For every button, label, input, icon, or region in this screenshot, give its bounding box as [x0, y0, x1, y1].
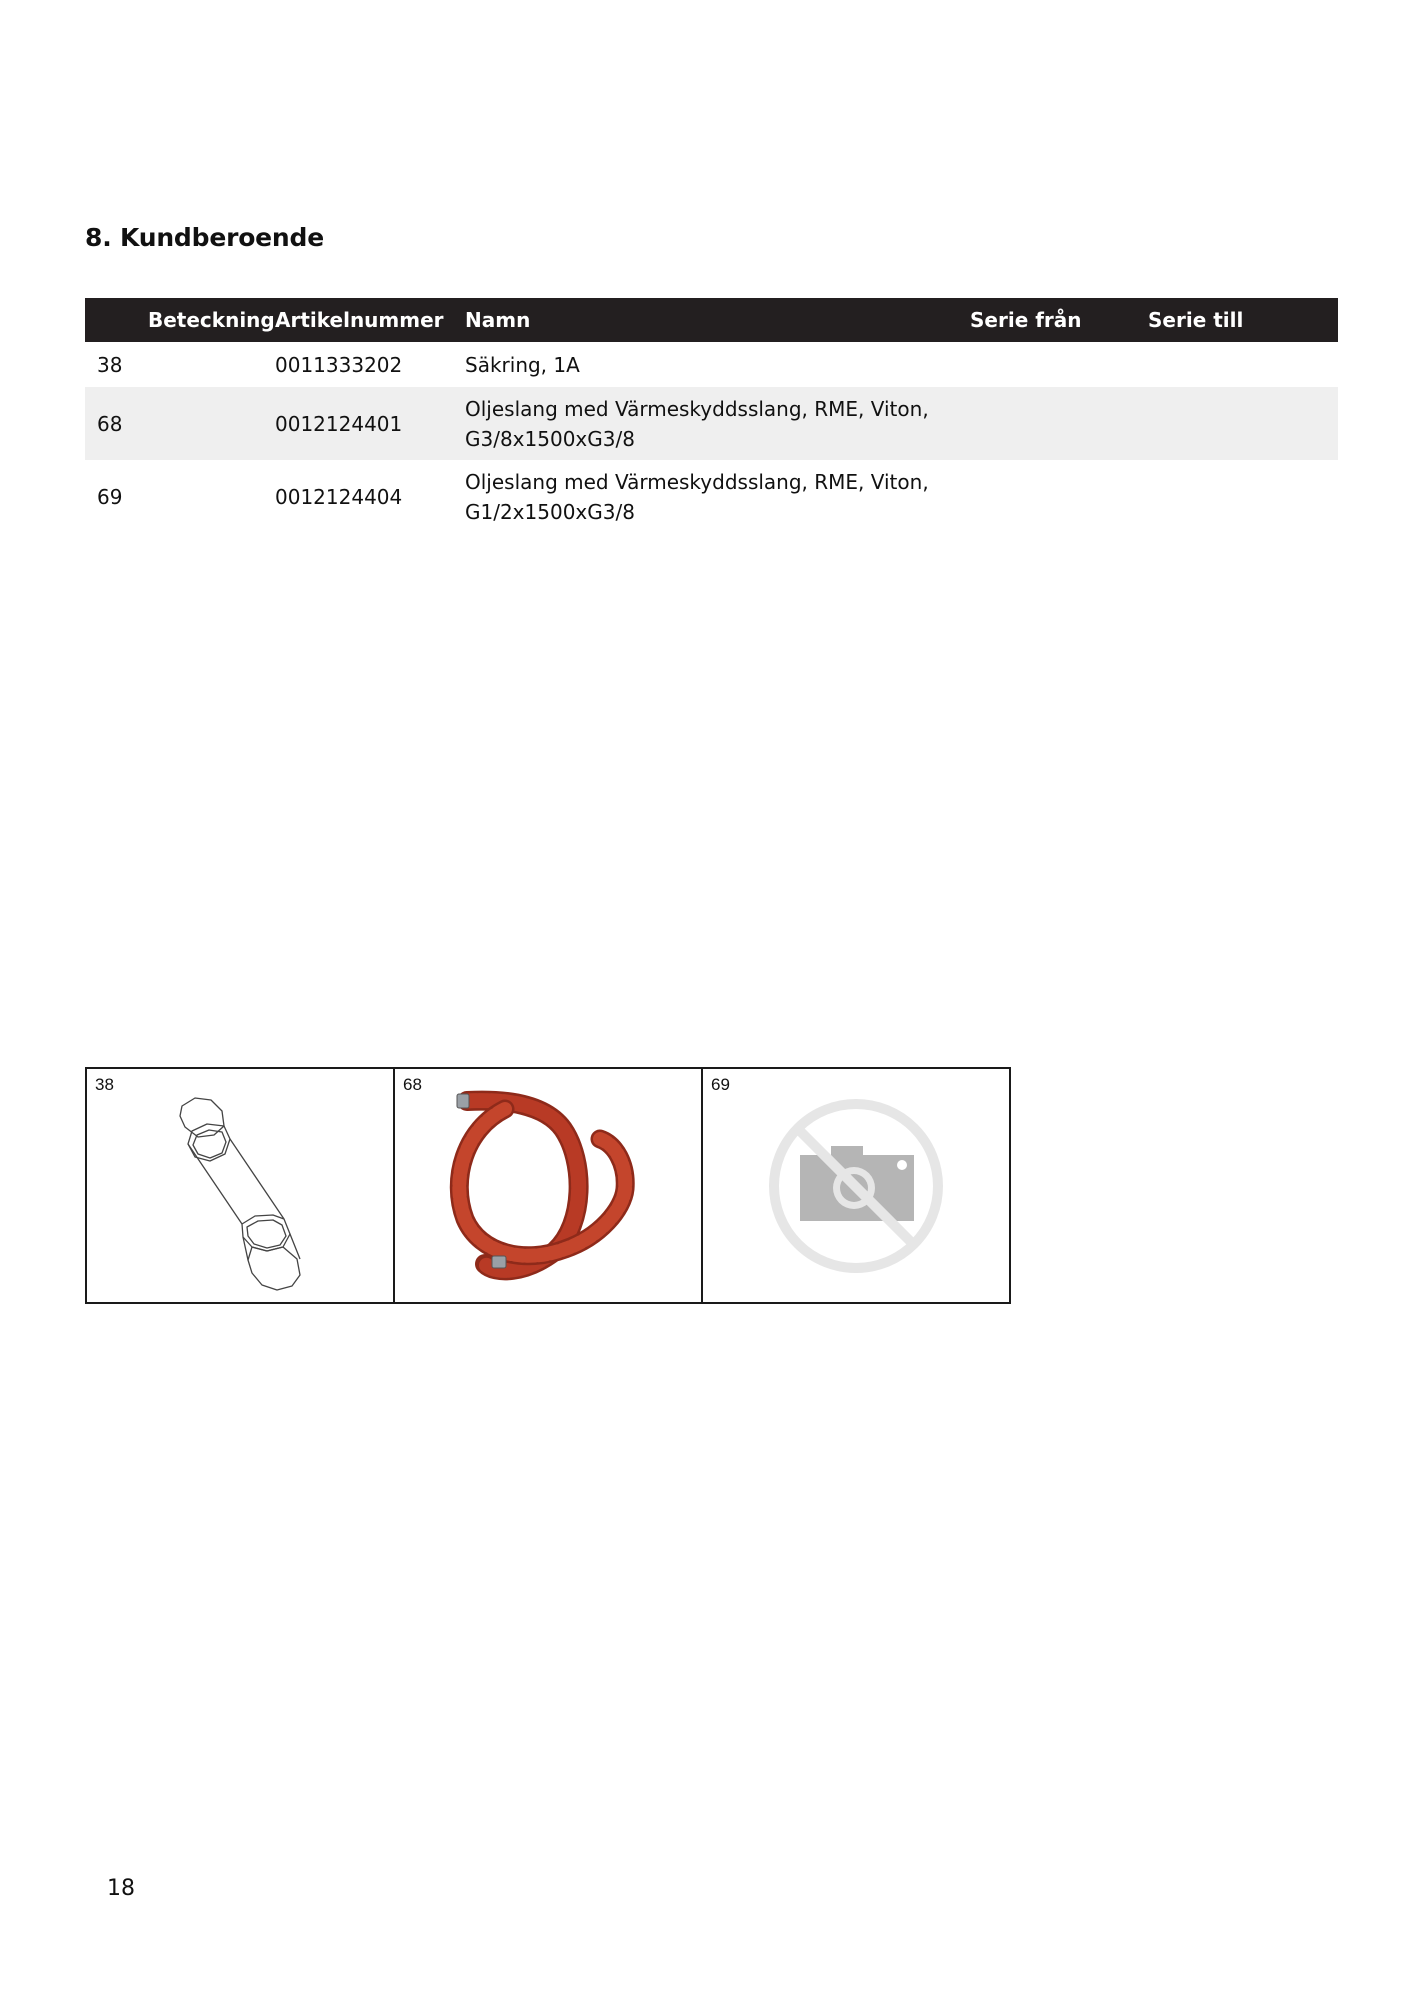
image-label: 68 — [403, 1075, 422, 1094]
cell-serie-from — [970, 342, 1148, 387]
no-image-icon — [703, 1069, 1010, 1302]
cell-serie-to — [1148, 387, 1338, 460]
cell-article: 0011333202 — [275, 352, 403, 377]
header-beteckning: Beteckning — [148, 308, 275, 332]
image-label: 38 — [95, 1075, 114, 1094]
cell-designation: 38 — [97, 352, 123, 377]
image-cell-69 — [703, 1069, 1009, 1302]
table-row — [85, 387, 1338, 460]
name-line-2: G3/8x1500xG3/8 — [465, 426, 635, 451]
header-namn: Namn — [465, 308, 531, 332]
table-row — [85, 460, 1338, 533]
fuse-drawing-icon — [87, 1069, 394, 1302]
cell-name — [465, 460, 970, 533]
cell-designation: 69 — [97, 484, 123, 509]
parts-table — [85, 298, 1338, 533]
name-line-1: Oljeslang med Värmeskyddsslang, RME, Viton, — [465, 396, 929, 421]
cell-article: 0012124401 — [275, 411, 403, 436]
cell-serie-to — [1148, 342, 1338, 387]
cell-name — [465, 387, 970, 460]
header-artikelnummer: Artikelnummer — [275, 308, 444, 332]
image-cell-68 — [395, 1069, 703, 1302]
image-cell-38 — [87, 1069, 395, 1302]
section-title: 8. Kundberoende — [85, 223, 324, 252]
header-serie-fran: Serie från — [970, 308, 1082, 332]
name-line-1: Säkring, 1A — [465, 352, 580, 377]
header-serie-till: Serie till — [1148, 308, 1244, 332]
cell-article: 0012124404 — [275, 484, 403, 509]
table-row — [85, 342, 1338, 387]
page-number: 18 — [107, 1876, 135, 1901]
hose-photo-icon — [395, 1069, 702, 1302]
image-label: 69 — [711, 1075, 730, 1094]
name-line-1: Oljeslang med Värmeskyddsslang, RME, Viton, — [465, 469, 929, 494]
cell-name — [465, 342, 970, 387]
cell-serie-from — [970, 460, 1148, 533]
cell-designation: 68 — [97, 411, 123, 436]
image-grid — [85, 1067, 1011, 1304]
cell-serie-from — [970, 387, 1148, 460]
name-line-2: G1/2x1500xG3/8 — [465, 499, 635, 524]
table-header-row — [85, 298, 1338, 342]
cell-serie-to — [1148, 460, 1338, 533]
